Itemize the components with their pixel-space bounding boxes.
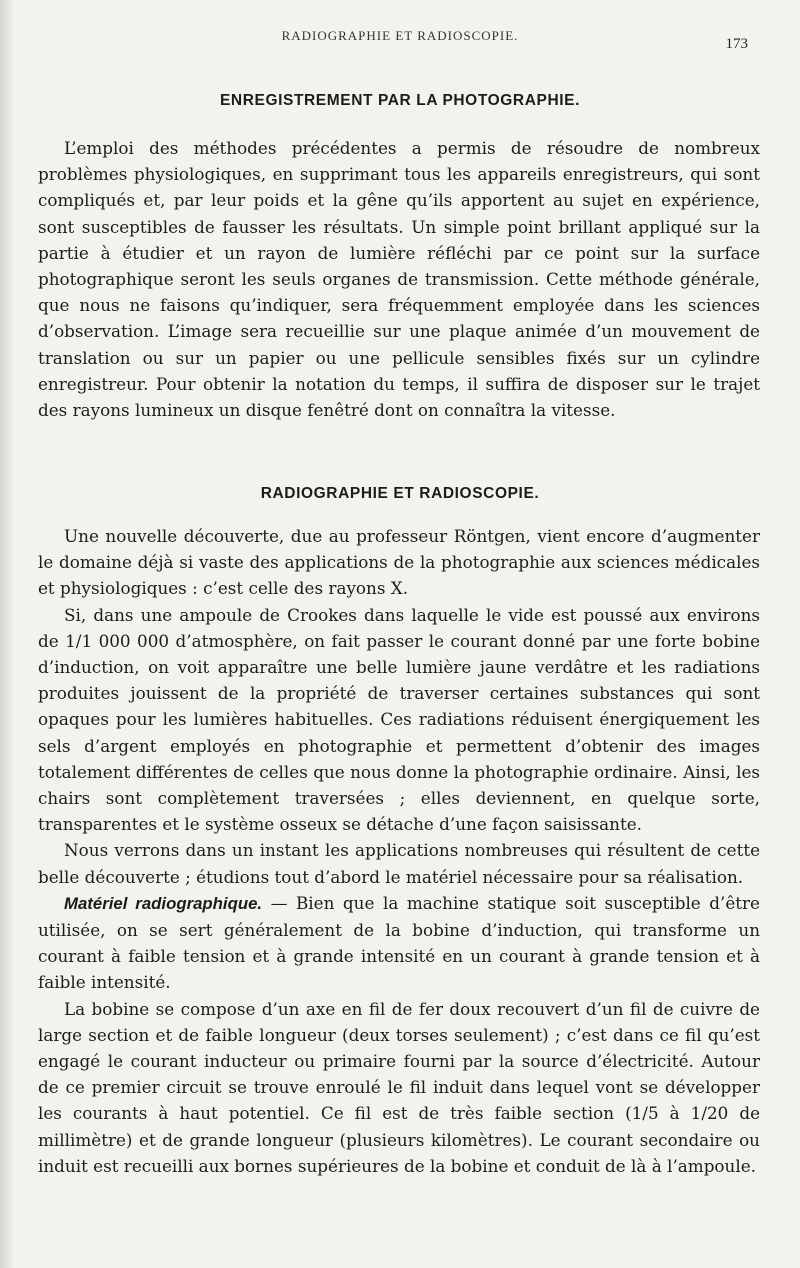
page-gutter-shadow [0,0,14,1268]
paragraph: Si, dans une ampoule de Crookes dans laquelle le vide est poussé aux environs de 1/1 000 000 d’atmosphère, on fait passer le courant donné par une forte bobine d’induction, on voit apparaître une belle lumière jaune verdâtre et les radiations produites jouissent de la propriété de traverser certaines substances qui sont opaques pour les lumières habituelles. Ces radiations réduisent énergiquement les sels d’argent employés en photographie et permettent d’obtenir des images totalement différentes de celles que nous donne la photographie ordinaire. Ainsi, les chairs sont complètement traversées ; elles deviennent, en quelque sorte, transparentes et le système osseux se détache d’une façon saisissante. [38,604,760,835]
running-header: RADIOGRAPHIE ET RADIOSCOPIE. [281,28,519,43]
paragraph: L’emploi des méthodes précédentes a permis de résoudre de nombreux problèmes physiologiques, en supprimant tous les appareils enregistreurs, qui sont compliqués et, par leur poids et la gêne qu’ils apportent au sujet en expérience, sont susceptibles de fausser les résultats. Un simple point brillant appliqué sur la partie à étudier et un rayon de lumière réfléchi par ce point sur la surface photographique seront les seuls organes de transmission. Cette méthode générale, que nous ne faisons qu’indiquer, sera fréquemment employée dans les sciences d’observation. L’image sera recueillie sur une plaque animée d’un mouvement de translation ou sur un papier ou une pellicule sensibles fixés sur un cylindre enregistreur. Pour obtenir la notation du temps, il suffira de disposer sur le trajet des rayons lumineux un disque fenêtré dont on connaîtra la vitesse. [38,138,760,421]
section-enregistrement-body [38,135,760,423]
section-radiographie-body [38,523,760,1179]
paragraph: Une nouvelle découverte, due au professeur Röntgen, vient encore d’augmenter le domaine déjà si vaste des applications de la photographie aux sciences médicales et physiologiques : c’est celle des rayons X. [38,526,760,599]
paragraph: La bobine se compose d’un axe en fil de fer doux recouvert d’un fil de cuivre de large section et de faible longueur (deux torses seulement) ; c’est dans ce fil qu’est engagé le courant inducteur ou primaire fourni par la source d’électricité. Autour de ce premier circuit se trouve enroulé le fil induit dans lequel vont se développer les courants à haut potentiel. Ce fil est de très faible section (1/5 à 1/20 de millimètre) et de grande longueur (plusieurs kilomètres). Le courant secondaire ou induit est recueilli aux bornes supérieures de la bobine et conduit de là à l’ampoule. [38,998,760,1176]
materiel-text: — Bien que la machine statique soit susceptible d’être utilisée, on se sert généralement de la bobine d’induction, qui transforme un courant à faible tension et à grande intensité en un courant à grande tension et à faible intensité. [38,892,760,993]
section-heading-radiographie: RADIOGRAPHIE ET RADIOSCOPIE. [260,485,540,502]
paragraph: Nous verrons dans un instant les applications nombreuses qui résultent de cette belle découverte ; étudions tout d’abord le matériel nécessaire pour sa réalisation. [38,840,760,887]
materiel-term: Matériel radiographique. [64,893,263,913]
section-heading-photographie: ENREGISTREMENT PAR LA PHOTOGRAPHIE. [219,92,581,109]
paragraph-materiel [38,890,760,996]
page-number: 173 [725,36,748,52]
